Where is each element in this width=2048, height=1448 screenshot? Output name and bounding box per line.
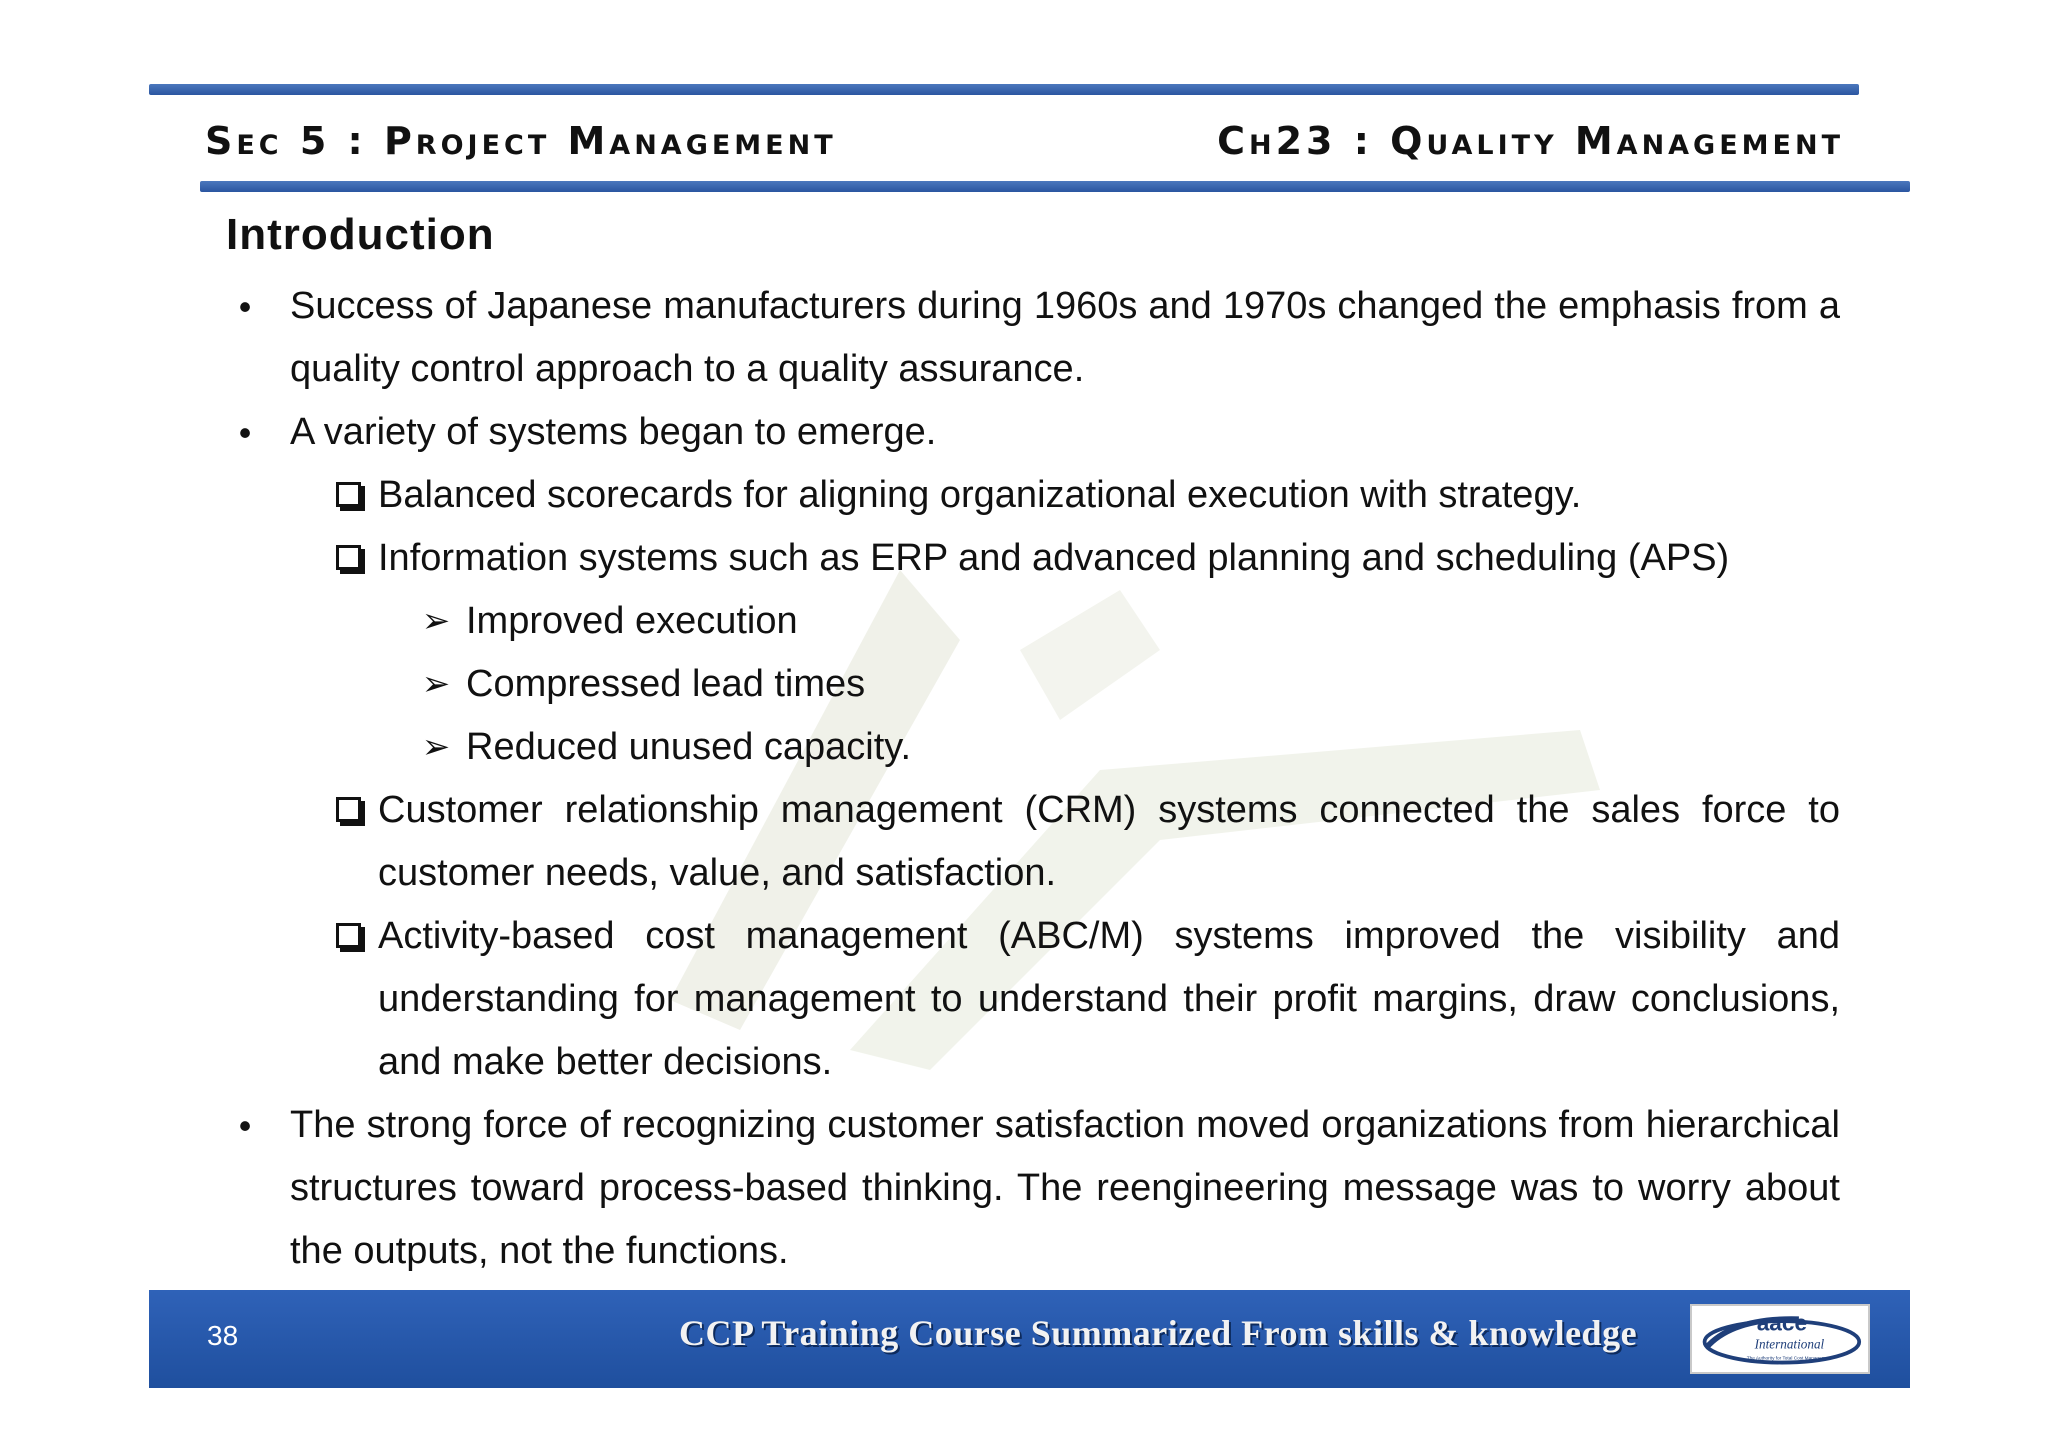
bullet-text: A variety of systems began to emerge.: [290, 411, 937, 453]
arrow-bullet-icon: ➢: [421, 602, 451, 640]
footer-bar: [149, 1290, 1910, 1388]
sub-sub-item-text: Reduced unused capacity.: [466, 726, 912, 768]
sub-sub-item: [230, 590, 1840, 653]
checkbox-square-icon: [330, 905, 366, 968]
bullet-marker: •: [238, 1105, 252, 1146]
checkbox-square-icon: [330, 464, 366, 527]
bullet-text: Success of Japanese manufacturers during 1960s and 1970s changed the emphasis from a quality control approach to a quality assurance.: [290, 285, 1840, 390]
sub-sub-item-text: Compressed lead times: [466, 663, 866, 705]
arrow-bullet-icon: ➢: [421, 665, 451, 703]
sub-item: [230, 905, 1840, 1094]
sub-item-text: Balanced scorecards for aligning organizational execution with strategy.: [378, 474, 1582, 516]
footer-caption: CCP Training Course Summarized From skills & knowledge: [679, 1313, 1638, 1353]
page-number: 38: [207, 1320, 239, 1351]
bullet-item: [230, 275, 1840, 401]
aace-logo: [1690, 1304, 1870, 1374]
sub-item: [230, 464, 1840, 527]
sub-item-text: Activity-based cost management (ABC/M) systems improved the visibility and understanding for management to understand their profit margins, draw conclusions, and make better decisions.: [378, 915, 1840, 1083]
bullet-marker: •: [238, 412, 252, 453]
aace-logo-icon: [1692, 1306, 1868, 1372]
logo-wordmark: aace: [1756, 1310, 1808, 1336]
section-heading: Introduction: [226, 210, 495, 259]
sub-item-text: Customer relationship management (CRM) systems connected the sales force to customer needs, value, and satisfaction.: [378, 789, 1840, 894]
bullet-text: The strong force of recognizing customer satisfaction moved organizations from hierarchical structures toward process-based thinking. The reengineering message was to worry about the outputs, not the functions.: [290, 1104, 1840, 1272]
header-rule-top: [149, 84, 1859, 95]
section-title: Sec 5 : Project Management: [205, 119, 837, 163]
slide-content: [230, 275, 1840, 1283]
bullet-item: [230, 1094, 1840, 1283]
sub-item-text: Information systems such as ERP and advanced planning and scheduling (APS): [378, 537, 1730, 579]
checkbox-square-icon: [330, 527, 366, 590]
arrow-bullet-icon: ➢: [421, 728, 451, 766]
chapter-title: Ch23 : Quality Management: [1217, 119, 1844, 163]
sub-sub-item: [230, 653, 1840, 716]
sub-sub-item-text: Improved execution: [466, 600, 798, 642]
bullet-item: [230, 401, 1840, 464]
bullet-marker: •: [238, 286, 252, 327]
sub-item: [230, 527, 1840, 590]
sub-item: [230, 779, 1840, 905]
logo-tagline: The Authority for Total Cost Management: [1746, 1355, 1833, 1361]
sub-sub-item: [230, 716, 1840, 779]
header-rule-bottom: [200, 181, 1910, 192]
logo-subtitle: International: [1754, 1336, 1825, 1352]
checkbox-square-icon: [330, 779, 366, 842]
